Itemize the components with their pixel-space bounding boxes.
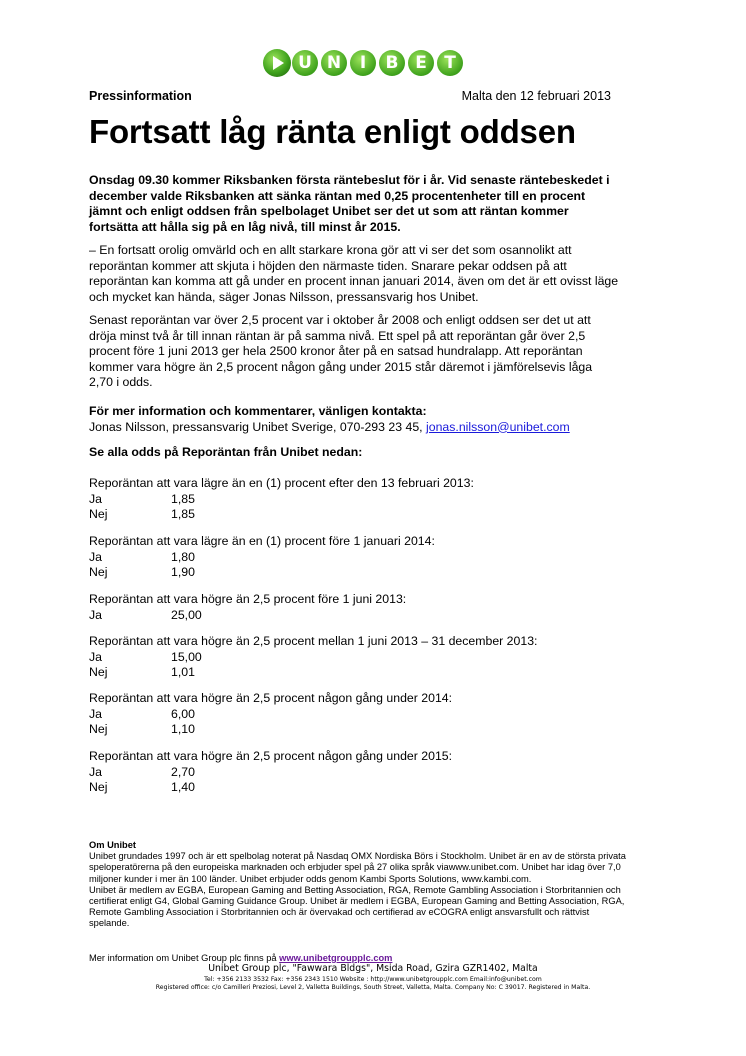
odds-value: 1,85 [171,491,195,506]
odds-label: Nej [89,722,108,737]
logo-letter: I [350,50,376,76]
odds-group [89,691,619,738]
logo-letter: N [321,50,347,76]
body-paragraph-1: – En fortsatt orolig omvärld och en allt starkare krona gör att vi ser det som osannolikt att reporäntan kommer att skjuta i höjden den närmaste tiden. Snarare pekar oddsen på att reporäntan kan komma att gå under en procent innan januari 2014, även om det är ett ovisst läge och mycket kan hända, säger Jonas Nilsson, pressansvarig hos Unibet. [89,243,619,304]
odds-group [89,749,619,796]
about-section [89,840,629,930]
more-info-line [89,953,392,963]
odds-value: 1,85 [171,507,195,522]
play-arrow-icon [262,48,292,78]
odds-row [89,550,619,566]
press-label: Pressinformation [89,89,192,103]
contact-line [89,420,619,436]
logo-letter: U [292,50,318,76]
odds-question: Reporäntan att vara lägre än en (1) procent efter den 13 februari 2013: [89,476,474,490]
odds-row [89,492,619,508]
odds-question: Reporäntan att vara lägre än en (1) procent före 1 januari 2014: [89,534,435,548]
odds-value: 6,00 [171,706,195,721]
odds-row [89,707,619,723]
odds-label: Ja [89,491,102,506]
contact-text: Jonas Nilsson, pressansvarig Unibet Sverige, 070-293 23 45, [89,419,426,434]
odds-row [89,507,619,523]
odds-row [89,765,619,781]
odds-row [89,608,619,624]
more-info-text: Mer information om Unibet Group plc finns på [89,953,280,963]
page-title: Fortsatt låg ränta enligt oddsen [89,113,576,150]
logo-wordmark [292,50,463,76]
odds-value: 1,40 [171,780,195,795]
odds-group [89,634,619,681]
odds-group [89,534,619,581]
odds-group [89,592,619,623]
odds-question: Reporäntan att vara högre än 2,5 procent före 1 juni 2013: [89,592,407,606]
odds-value: 1,01 [171,665,195,680]
odds-label: Nej [89,507,108,522]
odds-value: 2,70 [171,764,195,779]
lead-paragraph: Onsdag 09.30 kommer Riksbanken första räntebeslut för i år. Vid senaste räntebeskedet i december valde Riksbanken att sänka räntan med 0,25 procentenheter till en procent jämnt och enligt oddsen från spelbolaget Unibet ser det ut som att räntan kommer fortsätta att hålla sig på en låg nivå, till minst år 2015. [89,173,610,234]
unibet-logo [262,48,462,78]
odds-section-title: Se alla odds på Reporäntan från Unibet nedan: [89,445,363,459]
odds-label: Ja [89,607,102,622]
odds-label: Nej [89,780,108,795]
odds-label: Ja [89,649,102,664]
body-paragraph-2: Senast reporäntan var över 2,5 procent var i oktober år 2008 och enligt oddsen ser det ut att dröja minst två år till innan räntan är på samma nivå. Ett spel på att reporäntan går över 2,5 procent före 1 juni 2013 ger hela 2500 kronor åter på en satsad hundralapp. Att reporäntan kommer vara högre än 2,5 procent någon gång under 2015 står däremot i jämförelsevis låga 2,70 i odds. [89,313,593,390]
about-text-2: Unibet är medlem av EGBA, European Gaming and Betting Association, RGA, Remote Gambling Association i Storbritannien och certifierat enligt G4, Global Gaming Guidance Group. Unibet är medlem i EGBA, European Gaming and Betting Association, RGA, Remote Gambling Association i Storbritannien och är övervakad och certifierad av eCOGRA enligt ansvarsfullt och rättvist spelande. [89,884,625,929]
about-text-1: Unibet grundades 1997 och är ett spelbolag noterat på Nasdaq OMX Nordiska Börs i Stockholm. Unibet är en av de största privata speloperatörerna på den europeiska marknaden och erbjuder spel på 27 olika språk viawww.unibet.com. Unibet har idag över 7,0 miljoner kunder i mer än 100 länder. Unibet erbjuder odds genom Kambi Sports Solutions, www.kambi.com. [89,851,626,884]
group-website-link[interactable]: www.unibetgroupplc.com [279,953,393,963]
odds-row [89,722,619,738]
contact-email-link[interactable]: jonas.nilsson@unibet.com [426,419,570,434]
logo-letter: T [437,50,463,76]
odds-value: 25,00 [171,607,202,622]
footer-contacts: Tel: +356 2133 3532 Fax: +356 2343 1510 Website : http://www.unibetgroupplc.com Email:info@unibet.com [204,976,542,983]
odds-question: Reporäntan att vara högre än 2,5 procent mellan 1 juni 2013 – 31 december 2013: [89,634,538,648]
odds-label: Ja [89,549,102,564]
odds-question: Reporäntan att vara högre än 2,5 procent någon gång under 2015: [89,749,453,763]
footer-address: Unibet Group plc, "Fawwara Bldgs", Msida Road, Gzira GZR1402, Malta [208,963,538,974]
contact-block [89,404,619,435]
odds-value: 15,00 [171,649,202,664]
odds-value: 1,10 [171,722,195,737]
odds-value: 1,90 [171,565,195,580]
about-title: Om Unibet [89,840,137,850]
dateline: Malta den 12 februari 2013 [461,89,611,103]
odds-question: Reporäntan att vara högre än 2,5 procent någon gång under 2014: [89,691,453,705]
odds-label: Ja [89,764,102,779]
odds-value: 1,80 [171,549,195,564]
logo-letter: E [408,50,434,76]
odds-row [89,650,619,666]
odds-label: Nej [89,665,108,680]
contact-heading: För mer information och kommentarer, vänligen kontakta: [89,404,427,418]
odds-row [89,565,619,581]
logo-letter: B [379,50,405,76]
odds-label: Nej [89,565,108,580]
odds-group [89,476,619,523]
odds-row [89,780,619,796]
odds-label: Ja [89,706,102,721]
odds-row [89,665,619,681]
footer-registered: Registered office: c/o Camilleri Preziosi, Level 2, Valletta Buildings, South Street, Valletta, Malta. Company No: C 39017. Registered in Malta. [155,984,591,991]
